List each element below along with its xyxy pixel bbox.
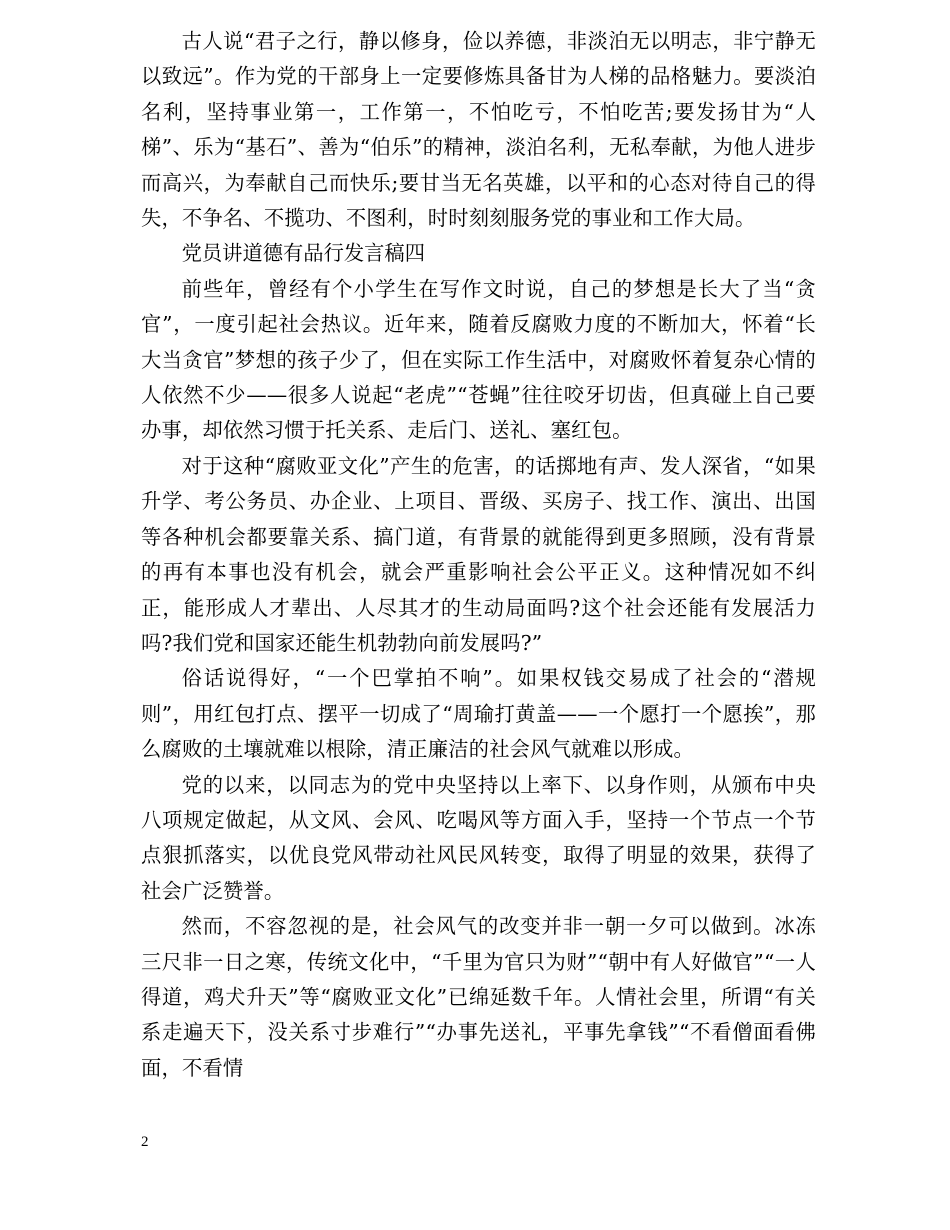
text-line: 会都要靠关系、搞门道，有背景的就能得到更多照顾，没有背景的再有本事也没 <box>141 524 816 585</box>
text-line: 古人说“君子之行，静以修身，俭以养德，非淡泊无以明志，非宁静无以致 <box>141 29 816 89</box>
text-line: 不图利，时时刻刻服务党的事业和工作大局。 <box>345 206 756 231</box>
body-paragraph <box>141 24 816 236</box>
text-line: 然而，不容忽视的是，社会风气的改变并非一朝一夕可以做到。冰冻三尺非 <box>141 914 816 974</box>
text-line: 自己而快乐;要甘当无名英雄，以平和的心态对待自己的得失，不争名、不揽功、 <box>141 170 816 231</box>
text-line: 远”。作为党的干部身上一定要修炼具备甘为人梯的品格魅力。要淡泊名利，坚 <box>141 64 816 124</box>
page-number: 2 <box>141 1134 149 1150</box>
text-line: 俗话说得好，“一个巴掌拍不响”。如果权钱交易成了社会的“潜规则”， <box>141 666 816 726</box>
text-line: 党的以来，以同志为的党中央坚持以上率下、以身作则，从颁布中央八项规 <box>141 772 816 832</box>
text-line: 前些年，曾经有个小学生在写作文时说，自己的梦想是长大了当“贪官”， <box>141 276 816 337</box>
text-line: 尽其才的生动局面吗?这个社会还能有发展活力吗?我们党和国家还能生机勃勃向 <box>141 595 817 655</box>
text-line: 持事业第一，工作第一，不怕吃亏，不怕吃苦;要发扬甘为“人梯”、乐为“基 <box>141 99 816 160</box>
text-line: 石”、善为“伯乐”的精神，淡泊名利，无私奉献，为他人进步而高兴，为奉献 <box>141 135 816 195</box>
text-line: 鸡犬升天”等“腐败亚文化”已绵延数千年。人情社会里，所谓“有关系走遍天 <box>141 984 816 1045</box>
text-line: 很多人说起“老虎”“苍蝇”往往咬牙切齿，但真碰上自己要办事，却依然习惯 <box>141 383 817 443</box>
text-line: 于托关系、走后门、送礼、塞红包。 <box>304 418 633 443</box>
text-line: 梦想的孩子少了，但在实际工作生活中，对腐败怀着复杂心情的人依然不少—— <box>141 347 816 408</box>
section-heading <box>141 236 816 271</box>
body-paragraph <box>141 449 816 661</box>
body-paragraph <box>141 768 816 910</box>
text-line: 有机会，就会严重影响社会公平正义。这种情况如不纠正，能形成人才辈出、人 <box>141 560 816 620</box>
text-line: 学、考公务员、办企业、上项目、晋级、买房子、找工作、演出、出国等各种机 <box>141 489 817 549</box>
text-line: 用红包打点、摆平一切成了“周瑜打黄盖——一个愿打一个愿挨”，那么腐败的 <box>141 701 816 762</box>
text-line: 党员讲道德有品行发言稿四 <box>181 241 425 266</box>
body-paragraph <box>141 272 816 449</box>
text-line: 对于这种“腐败亚文化”产生的危害，的话掷地有声、发人深省，“如果升 <box>141 453 816 514</box>
text-line: 下，没关系寸步难行”“办事先送礼，平事先拿钱”“不看僧面看佛面，不看情 <box>141 1020 816 1080</box>
text-line: 土壤就难以根除，清正廉洁的社会风气就难以形成。 <box>222 737 695 762</box>
text-line: 以优良党风带动社风民风转变，取得了明显的效果，获得了社会广泛赞誉。 <box>141 843 817 903</box>
document-body <box>141 24 816 1086</box>
body-paragraph <box>141 909 816 1086</box>
text-line: 前发展吗?” <box>438 630 543 655</box>
text-line: 定做起，从文风、会风、吃喝风等方面入手，坚持一个节点一个节点狠抓落实， <box>141 807 816 868</box>
body-paragraph <box>141 661 816 767</box>
text-line: 一日之寒，传统文化中，“千里为官只为财”“朝中有人好做官”“一人得道， <box>141 949 816 1009</box>
text-line: 一度引起社会热议。近年来，随着反腐败力度的不断加大，怀着“长大当贪官” <box>141 312 817 372</box>
